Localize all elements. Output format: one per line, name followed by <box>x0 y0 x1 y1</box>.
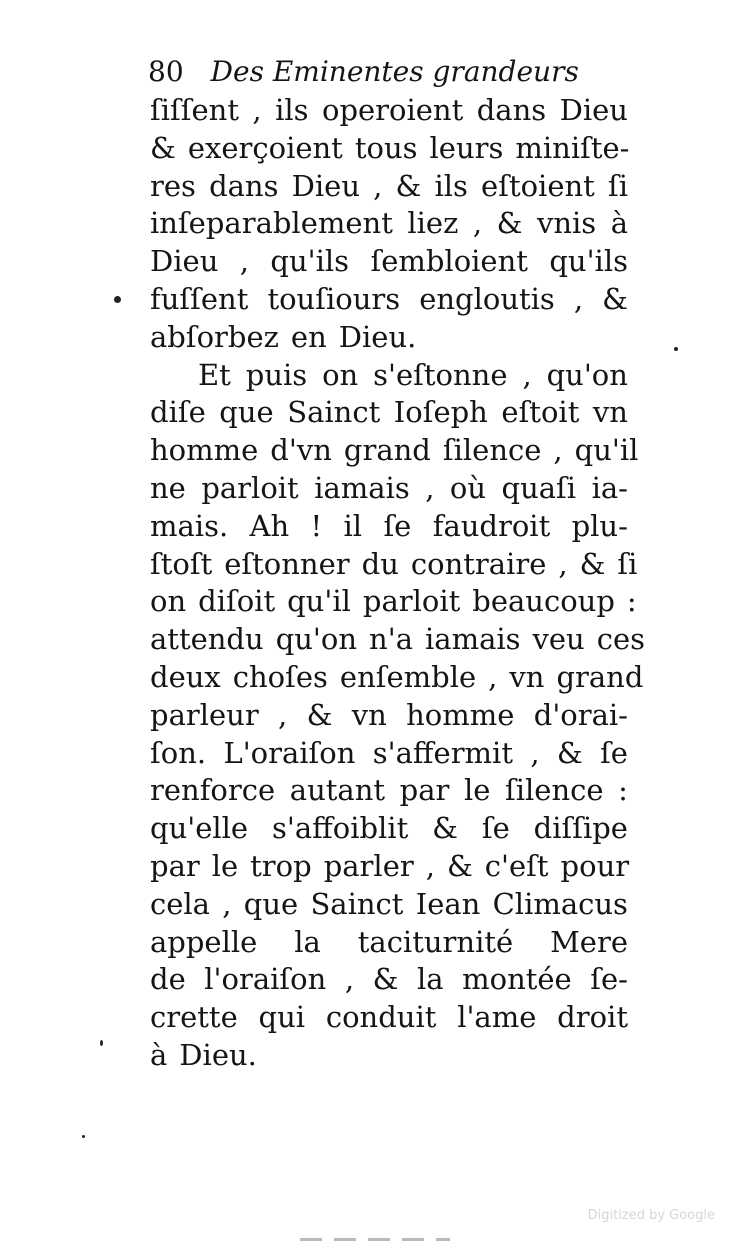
text-line: deux choſes enſemble , vn grand <box>150 659 644 694</box>
text-line: de l'oraiſon , & la montée ſe- <box>150 962 628 997</box>
text-line: à Dieu. <box>150 1037 257 1072</box>
text-line: attendu qu'on n'a iamais veu ces <box>150 622 646 657</box>
text-line: renforce autant par le ſilence : <box>150 773 628 808</box>
running-header <box>148 52 648 92</box>
text-line: mais. Ah ! il ſe faudroit plu- <box>150 508 628 543</box>
text-line: parleur , & vn homme d'orai- <box>150 697 628 732</box>
text-line: ſon. L'oraiſon s'affermit , & ſe <box>150 735 628 770</box>
text-line: ſtoſt eſtonner du contraire , & ſi <box>150 546 638 581</box>
text-line: appelle la taciturnité Mere <box>150 924 628 959</box>
text-line: abſorbez en Dieu. <box>150 319 417 354</box>
text-line: ne parloit iamais , où quaſi ia- <box>150 470 628 505</box>
page-number: 80 <box>148 55 184 88</box>
text-line: Dieu , qu'ils ſembloient qu'ils <box>150 244 628 279</box>
text-line: homme d'vn grand ſilence , qu'il <box>150 433 639 468</box>
text-line: Et puis on s'eſtonne , qu'on <box>198 357 628 392</box>
text-line: inſeparablement liez , & vnis à <box>150 206 628 241</box>
text-line: fuſſent touſiours engloutis , & <box>150 281 628 316</box>
body-text <box>150 92 646 1075</box>
text-line: par le trop parler , & c'eſt pour <box>150 848 630 883</box>
text-line: cela , que Sainct Iean Climacus <box>150 886 628 921</box>
text-line: qu'elle s'affoiblit & ſe diſſipe <box>150 811 628 846</box>
page-edge-shadow <box>300 1238 450 1241</box>
ink-speck <box>114 296 121 303</box>
ink-speck <box>100 1040 103 1046</box>
scan-watermark: Digitized by Google <box>587 1208 715 1223</box>
text-line: on diſoit qu'il parloit beaucoup : <box>150 584 637 619</box>
text-line: crette qui conduit l'ame droit <box>150 1000 628 1035</box>
text-line: res dans Dieu , & ils eſtoient ſi <box>150 168 628 203</box>
text-line: & exerçoient tous leurs miniſte- <box>150 130 630 165</box>
ink-speck <box>82 1135 85 1138</box>
text-line: diſe que Sainct Ioſeph eſtoit vn <box>150 395 628 430</box>
text-line: ſiſſent , ils operoient dans Dieu <box>150 93 628 127</box>
ink-speck <box>674 347 678 351</box>
running-title: Des Eminentes grandeurs <box>210 55 579 88</box>
